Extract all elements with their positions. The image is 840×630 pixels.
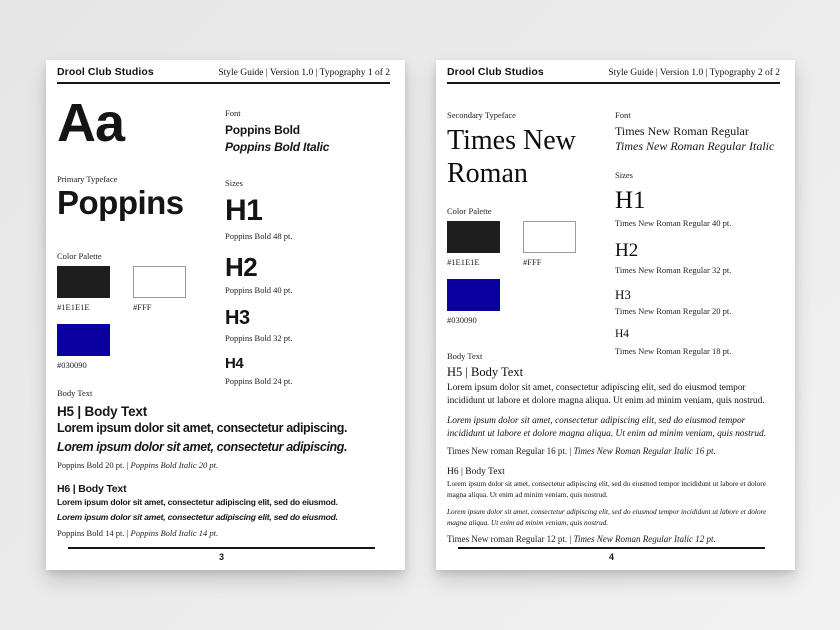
- typeface-name: Times New Roman: [447, 125, 576, 190]
- size-caption: Poppins Bold 40 pt.: [225, 285, 293, 295]
- size-tag: H4: [225, 355, 244, 372]
- body-text-section: [447, 351, 780, 544]
- color-swatch-dark: [57, 266, 110, 298]
- caption-regular: Times New roman Regular 12 pt.: [447, 534, 568, 545]
- caption-separator: |: [569, 534, 572, 545]
- body-sample-italic: Lorem ipsum dolor sit amet, consectetur adipiscing elit, sed do eiusmod tempor incididunt ut labore et dolore magna aliqua. Ut enim ad minim veniam, quis nostrud.: [447, 507, 767, 528]
- color-swatch-white: [133, 266, 186, 298]
- font-name-regular: Times New Roman Regular: [615, 124, 749, 138]
- font-label: Font: [225, 108, 241, 118]
- size-spec-h1: [225, 196, 390, 241]
- size-spec-h2: [225, 254, 390, 295]
- brand-name: Drool Club Studios: [447, 66, 544, 78]
- document-meta: Style Guide | Version 1.0 | Typography 2 of 2: [608, 68, 780, 78]
- page-content: [57, 60, 390, 570]
- size-tag: H3: [225, 307, 250, 329]
- swatch-cell-dark: [447, 221, 500, 267]
- footer-rule: [458, 547, 765, 549]
- style-guide-page-1: [46, 60, 405, 570]
- sizes-label: Sizes: [615, 170, 633, 180]
- size-caption: Times New Roman Regular 32 pt.: [615, 265, 732, 275]
- footer-rule: [68, 547, 375, 549]
- body-block-h5: [447, 365, 780, 456]
- body-sample-italic: Lorem ipsum dolor sit amet, consectetur adipiscing.: [57, 440, 348, 454]
- swatch-cell-white: [133, 266, 186, 312]
- page-content: [447, 60, 780, 570]
- body-caption: [447, 534, 780, 544]
- color-palette-label: Color Palette: [57, 250, 102, 261]
- caption-regular: Poppins Bold 20 pt.: [57, 460, 125, 470]
- color-swatch-blue: [447, 279, 500, 311]
- swatch-hex-label: #FFF: [133, 301, 152, 312]
- color-palette: [57, 266, 225, 370]
- swatch-hex-label: #1E1E1E: [57, 301, 90, 312]
- swatch-hex-label: #030090: [447, 315, 477, 326]
- body-caption: [57, 528, 390, 538]
- size-spec-h3: [225, 308, 390, 343]
- size-tag: H1: [615, 187, 646, 214]
- size-caption: Times New Roman Regular 18 pt.: [615, 345, 732, 356]
- size-spec-h4: [225, 356, 390, 386]
- upper-columns: [447, 84, 780, 356]
- size-caption: Poppins Bold 32 pt.: [225, 333, 293, 343]
- size-caption: Poppins Bold 48 pt.: [225, 231, 293, 241]
- size-tag: H4: [615, 328, 630, 340]
- font-name-italic: Times New Roman Regular Italic: [615, 139, 775, 153]
- caption-separator: |: [126, 528, 129, 538]
- brand-name: Drool Club Studios: [57, 66, 154, 78]
- page-header: [57, 60, 390, 78]
- body-sample-regular: Lorem ipsum dolor sit amet, consectetur adipiscing.: [57, 421, 348, 435]
- color-swatch-white: [523, 221, 576, 253]
- body-text-label: Body Text: [57, 388, 93, 398]
- body-caption: [447, 446, 780, 456]
- color-swatch-dark: [447, 221, 500, 253]
- secondary-typeface-label: Secondary Typeface: [447, 110, 516, 120]
- page-number: 3: [218, 552, 224, 562]
- swatch-cell-white: [523, 221, 576, 267]
- body-text-label: Body Text: [447, 351, 483, 361]
- size-caption: Poppins Bold 24 pt.: [225, 376, 293, 386]
- color-palette-label: Color Palette: [447, 206, 492, 217]
- body-block-h6: [447, 467, 780, 544]
- caption-italic: Poppins Bold Italic 20 pt.: [130, 460, 219, 470]
- page-footer: [458, 547, 765, 562]
- swatch-cell-blue: [57, 324, 110, 370]
- size-caption: Times New Roman Regular 40 pt.: [615, 218, 732, 228]
- page-header: [447, 60, 780, 78]
- caption-regular: Times New roman Regular 16 pt.: [447, 446, 568, 457]
- body-sample-italic: Lorem ipsum dolor sit amet, consectetur adipiscing elit, sed do eiusmod tempor incididunt ut labore et dolore magna aliqua. Ut enim ad minim veniam, quis nostrud.: [447, 415, 767, 440]
- body-sample-regular: Lorem ipsum dolor sit amet, consectetur adipiscing elit, sed do eiusmod tempor incididunt ut labore et dolore magna aliqua. Ut enim ad minim veniam, quis nostrud.: [447, 479, 766, 500]
- font-label: Font: [615, 110, 631, 120]
- page-number: 4: [608, 552, 614, 562]
- caption-separator: |: [126, 460, 129, 470]
- body-block-h6: [57, 483, 390, 538]
- size-tag: H1: [225, 194, 263, 227]
- size-caption: Times New Roman Regular 20 pt.: [615, 306, 732, 316]
- size-spec-h1: [615, 188, 780, 228]
- size-spec-h2: [615, 241, 780, 275]
- caption-regular: Poppins Bold 14 pt.: [57, 528, 125, 538]
- caption-italic: Times New Roman Regular Italic 16 pt.: [573, 446, 716, 457]
- size-tag: H3: [615, 287, 631, 302]
- body-sample-regular: Lorem ipsum dolor sit amet, consectetur adipiscing elit, sed do eiusmod.: [57, 497, 338, 507]
- upper-columns: [57, 84, 390, 386]
- font-name-italic: Poppins Bold Italic: [225, 140, 330, 154]
- swatch-cell-blue: [447, 279, 500, 325]
- size-tag: H2: [225, 252, 258, 282]
- swatch-cell-dark: [57, 266, 110, 312]
- page-footer: [68, 547, 375, 562]
- caption-italic: Times New Roman Regular Italic 12 pt.: [573, 534, 716, 545]
- body-sample-regular: Lorem ipsum dolor sit amet, consectetur adipiscing elit, sed do eiusmod tempor incididunt ut labore et dolore magna aliqua. Ut enim ad minim veniam, quis nostrud.: [447, 383, 765, 407]
- caption-italic: Poppins Bold Italic 14 pt.: [130, 528, 219, 538]
- body-sample-italic: Lorem ipsum dolor sit amet, consectetur adipiscing elit, sed do eiusmod.: [57, 512, 338, 522]
- font-name-regular: Poppins Bold: [225, 123, 300, 137]
- primary-typeface-label: Primary Typeface: [57, 174, 118, 184]
- style-guide-page-2: [436, 60, 795, 570]
- swatch-hex-label: #1E1E1E: [447, 257, 480, 268]
- left-column: [57, 84, 225, 386]
- document-meta: Style Guide | Version 1.0 | Typography 1 of 2: [218, 68, 390, 78]
- typeface-name: Poppins: [57, 184, 184, 221]
- body-heading-h5: H5 | Body Text: [447, 365, 524, 379]
- body-caption: [57, 460, 390, 470]
- size-tag: H2: [615, 240, 639, 261]
- body-block-h5: [57, 404, 390, 470]
- swatch-hex-label: #030090: [57, 359, 87, 370]
- body-text-section: [57, 388, 390, 538]
- caption-separator: |: [569, 446, 572, 457]
- color-palette: [447, 221, 615, 325]
- color-swatch-blue: [57, 324, 110, 356]
- body-heading-h5: H5 | Body Text: [57, 404, 147, 419]
- size-spec-h3: [615, 288, 780, 316]
- sizes-label: Sizes: [225, 178, 243, 188]
- body-heading-h6: H6 | Body Text: [57, 483, 127, 495]
- right-column: [225, 84, 390, 386]
- left-column: [447, 84, 615, 356]
- body-heading-h6: H6 | Body Text: [447, 467, 505, 478]
- swatch-hex-label: #FFF: [523, 257, 542, 268]
- right-column: [615, 84, 780, 356]
- type-specimen-aa: Aa: [57, 93, 125, 153]
